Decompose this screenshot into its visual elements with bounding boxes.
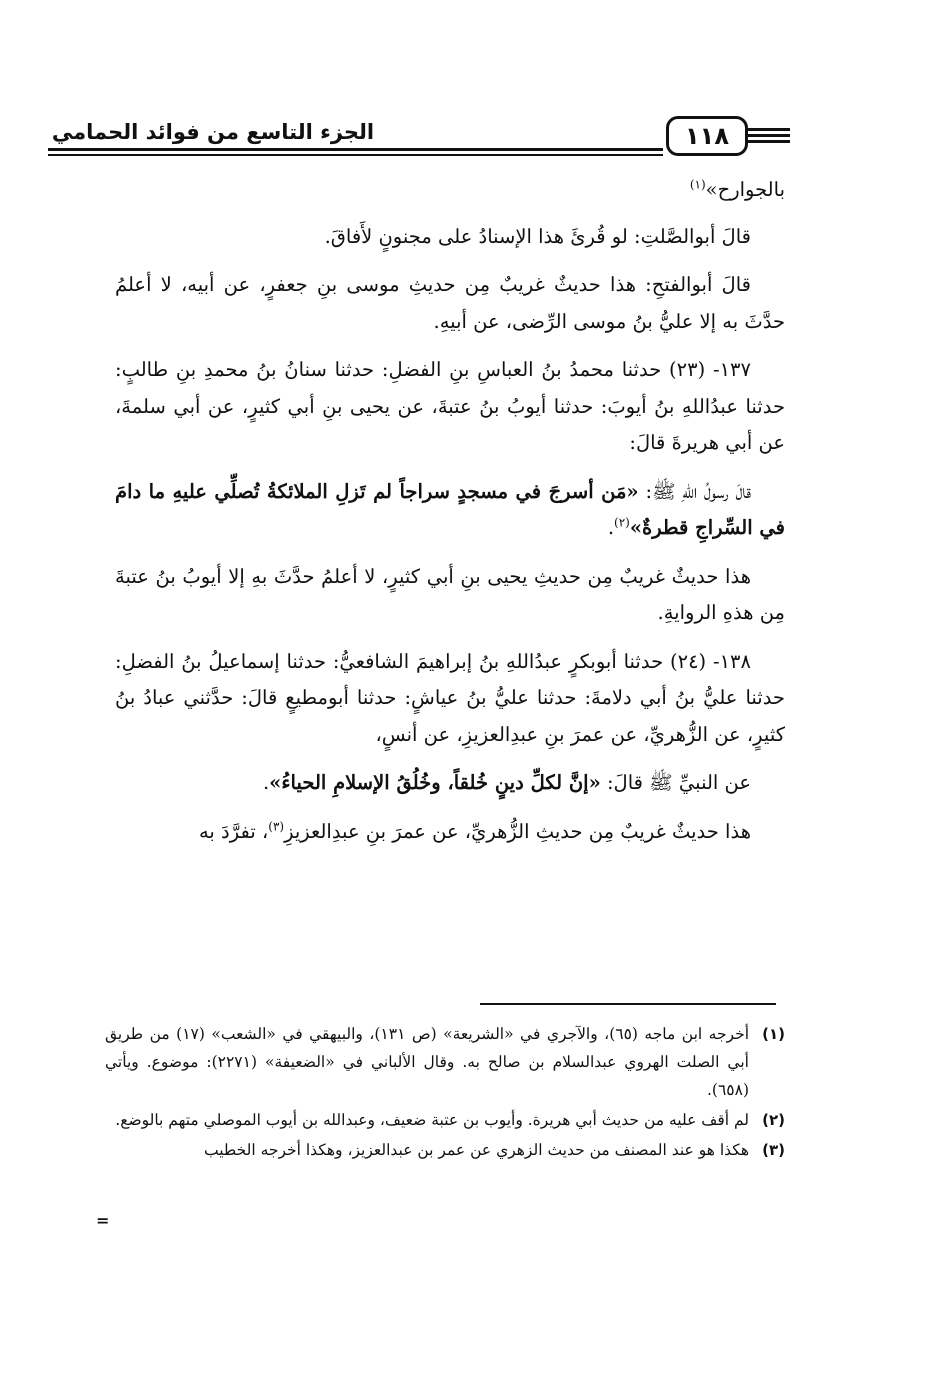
text-run: عن النبيِّ ﷺ قالَ: bbox=[600, 771, 751, 794]
footnote-ref: (٢) bbox=[614, 515, 630, 530]
text-run: هذا حديثٌ غريبٌ مِن حديثِ الزُّهريِّ، عن عمرَ بنِ عبدِالعزيزِ bbox=[284, 819, 751, 843]
page-number: ١١٨ bbox=[666, 116, 748, 156]
hadith-text-paragraph bbox=[115, 765, 785, 802]
footnote-text: لم أقف عليه من حديث أبي هريرة. وأيوب بن عتبة ضعيف، وعبدالله بن أيوب الموصلي متهم بالوضع. bbox=[115, 1111, 749, 1129]
header-ornament-bar bbox=[748, 140, 790, 143]
main-text bbox=[115, 172, 785, 862]
paragraph bbox=[115, 172, 785, 209]
paragraph: هذا حديثٌ غريبٌ مِن حديثِ يحيى بنِ أبي كثيرٍ، لا أعلمُ حدَّثَ بهِ إلا أيوبُ بنُ عتبةَ مِن هذهِ الروايةِ. bbox=[115, 564, 785, 624]
text-run: قالَ رسولُ اللهِ ﷺ: bbox=[638, 479, 751, 503]
hadith-text-paragraph bbox=[115, 474, 785, 547]
hadith-chain-paragraph: ١٣٨- (٢٤) حدثنا أبوبكرٍ عبدُاللهِ بنُ إبراهيمَ الشافعيُّ: حدثنا إسماعيلُ بنُ الفضلِ: حدثنا عليُّ بنُ أبي دلامةَ: حدثنا عليُّ بنُ عياشٍ: حدثنا أبومطيعٍ قالَ: حدَّثني عبادُ بنُ كثيرٍ، عن الزُّهريِّ، عن عمرَ بنِ عبدِالعزيزِ، عن أنسٍ، bbox=[115, 649, 785, 746]
text-run: . bbox=[607, 516, 615, 539]
text-run: . bbox=[262, 771, 270, 794]
header-rule-thin bbox=[48, 154, 663, 156]
paragraph: قالَ أبوالفتحِ: هذا حديثٌ غريبٌ مِن حديثِ موسى بنِ جعفرٍ، عن أبيه، لا أعلمُ حدَّثَ به إلا عليُّ بنُ موسى الرِّضى، عن أبيهِ. bbox=[115, 273, 785, 333]
footnote-number: (٢) bbox=[762, 1111, 785, 1129]
footnote-ref: (٣) bbox=[268, 819, 285, 833]
hadith-chain-paragraph: ١٣٧- (٢٣) حدثنا محمدُ بنُ العباسِ بنِ الفضلِ: حدثنا سنانُ بنُ محمدِ بنِ طالبٍ: حدثنا عبدُاللهِ بنُ أيوبَ: حدثنا أيوبُ بنُ عتبةَ، عن يحيى بنِ أبي كثيرٍ، عن أبي سلمةَ، عن أبي هريرةَ قالَ: bbox=[115, 358, 785, 454]
header-rule-thick bbox=[48, 148, 663, 151]
footnote-continuation-mark: = bbox=[96, 1211, 110, 1230]
text-run: ، تفرَّدَ به bbox=[198, 819, 269, 843]
footnote-item bbox=[105, 1020, 785, 1104]
footnote-number: (٣) bbox=[762, 1141, 785, 1159]
header-ornament-bar bbox=[748, 134, 790, 137]
paragraph: قالَ أبوالصَّلتِ: لو قُرئَ هذا الإسنادُ على مجنونٍ لأَفاقَ. bbox=[324, 224, 751, 248]
page-header bbox=[48, 112, 790, 162]
hadith-quote: «إنَّ لكلِّ دينٍ خُلقاً، وخُلُقُ الإسلامِ الحياءُ» bbox=[269, 771, 601, 794]
header-ornament-bar bbox=[748, 128, 790, 131]
text-run: بالجوارح» bbox=[705, 178, 785, 201]
footnote-item bbox=[105, 1106, 785, 1134]
footnote-number: (١) bbox=[762, 1025, 785, 1043]
hadith-quote: «مَن أسرجَ في مسجدٍ سراجاً لم تَزلِ الملائكةُ تُصلِّي عليهِ ما دامَ في السِّراجِ قطرةٌ» bbox=[115, 479, 785, 539]
footnote-ref: (١) bbox=[689, 177, 706, 192]
running-title: الجزء التاسع من فوائد الحمامي bbox=[51, 120, 375, 144]
footnote-separator bbox=[480, 1003, 776, 1005]
footnotes bbox=[105, 1020, 785, 1166]
footnote-item bbox=[105, 1136, 785, 1164]
paragraph bbox=[115, 814, 785, 851]
footnote-text: أخرجه ابن ماجه (٦٥)، والآجري في «الشريعة» (ص ١٣١)، والبيهقي في «الشعب» (١٧) من طريق أبي الصلت الهروي عبدالسلام بن صالح به. وقال الألباني في «الضعيفة» (٢٢٧١): موضوع. ويأتي (٦٥٨). bbox=[105, 1025, 749, 1099]
footnote-text: هكذا هو عند المصنف من حديث الزهري عن عمر بن عبدالعزيز، وهكذا أخرجه الخطيب bbox=[204, 1141, 749, 1159]
